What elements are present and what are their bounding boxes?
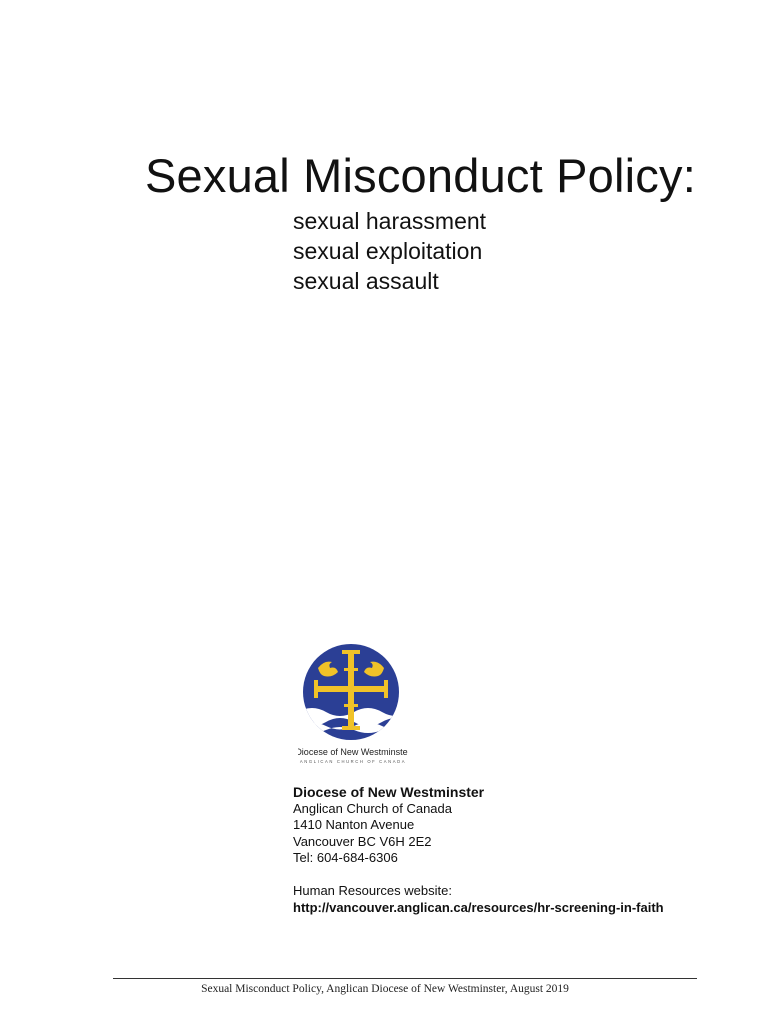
topic-assault: sexual assault [293,268,439,294]
policy-topics-list [293,206,486,296]
street-address: 1410 Nanton Avenue [293,817,415,833]
diocese-logo [298,642,408,764]
logo-subcaption: ANGLICAN CHURCH OF CANADA [299,759,407,764]
city-postal: Vancouver BC V6H 2E2 [293,833,432,849]
document-title: Sexual Misconduct Policy: [145,149,696,202]
page-footer: Sexual Misconduct Policy, Anglican Diocese of New Westminster, August 2019 [201,983,569,995]
church-name: Anglican Church of Canada [293,800,452,816]
topic-exploitation: sexual exploitation [293,238,483,264]
diocese-seal-icon [298,642,408,764]
hr-website-link[interactable]: http://vancouver.anglican.ca/resources/hr-screening-in-faith [293,899,664,915]
logo-caption: Diocese of New Westminster [298,747,408,757]
contact-block [293,784,664,916]
hr-website-label: Human Resources website: [293,882,452,898]
phone-number: Tel: 604-684-6306 [293,850,398,866]
footer-divider [113,978,697,979]
spacer [293,867,664,883]
organization-name: Diocese of New Westminster [293,784,485,800]
topic-harassment: sexual harassment [293,208,487,234]
